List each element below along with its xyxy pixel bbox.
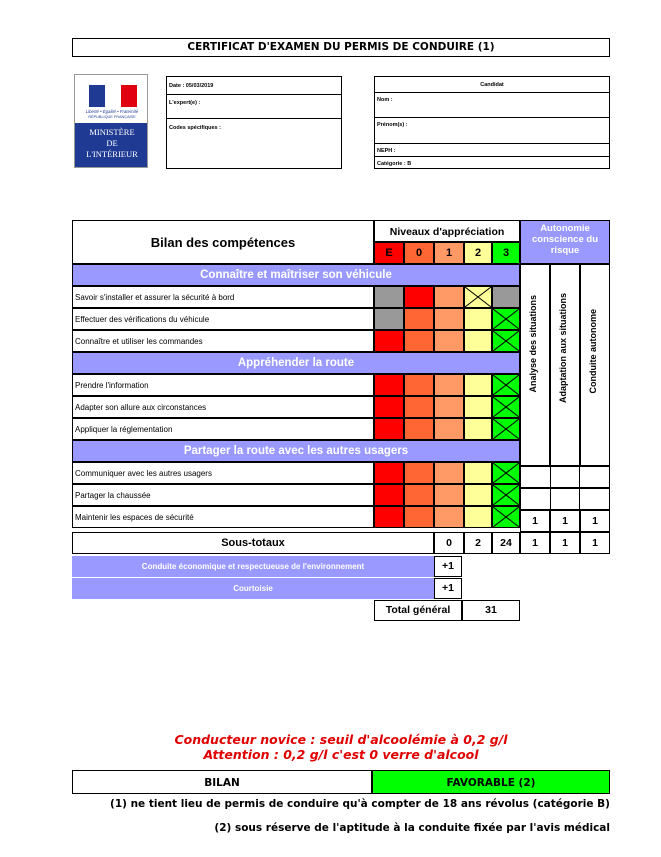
exam-expert: L'expert(e) : [169,100,201,106]
level-cell [464,308,492,330]
logo-motto: Liberté • Égalité • Fraternité [85,109,139,114]
marianne-flag-icon [89,85,137,107]
level-cell [374,462,404,484]
level-cell [492,418,520,440]
autonomie-col-conduite [580,264,610,466]
section-header: Connaître et maîtriser son véhicule [72,264,520,286]
level-cell [464,418,492,440]
sous-total-autonomie: 1 [580,532,610,554]
level-cell [374,484,404,506]
candidate-prenom: Prénom(s) : [377,122,408,128]
alcohol-notice-1: Conducteur novice : seuil d'alcoolémie à 0,2 g/l [174,732,508,747]
level-cell [404,462,434,484]
bilan-title: Bilan des compétences [72,220,374,264]
autonomie-value: 1 [520,510,550,532]
footnote-2: (2) sous réserve de l'aptitude à la conduite fixée par l'avis médical [214,822,610,834]
sous-total-3: 24 [492,532,520,554]
autonomie-col-label: Analyse des situations [528,295,538,393]
autonomie-value: 1 [550,510,580,532]
competence-row-label: Adapter son allure aux circonstances [72,396,374,418]
autonomie-col-label: Conduite autonome [588,309,598,394]
total-label: Total général [374,600,462,621]
exam-codes: Codes spécifiques : [169,125,221,131]
autonomie-col-analyse [520,264,550,466]
level-cell [464,462,492,484]
bilan-result: FAVORABLE (2) [446,777,536,789]
check-mark-icon [493,375,519,395]
candidate-header: Candidat [480,82,504,88]
level-cell [434,506,464,528]
level-cell [492,308,520,330]
level-cell [404,374,434,396]
level-cell [434,374,464,396]
level-header-0: 0 [404,242,434,264]
autonomie-value: 1 [580,510,610,532]
footnote-1: (1) ne tient lieu de permis de conduire qu'à compter de 18 ans révolus (catégorie B) [110,798,610,810]
level-cell [434,308,464,330]
autonomie-divider [550,466,580,510]
candidate-neph: NEPH : [377,148,396,154]
niveaux-title: Niveaux d'appréciation [374,220,520,242]
check-mark-icon [493,397,519,417]
competence-row-label: Partager la chaussée [72,484,374,506]
level-cell [404,396,434,418]
bilan-label-cell [72,770,372,794]
level-cell [492,330,520,352]
level-cell [464,484,492,506]
courtoisie-value: +1 [434,578,462,599]
autonomie-col-label: Adaptation aux situations [558,293,568,404]
bilan-result-cell [372,770,610,794]
level-cell [404,418,434,440]
candidate-nom: Nom : [377,97,393,103]
level-cell [404,506,434,528]
competence-row-label: Connaître et utiliser les commandes [72,330,374,352]
level-header-2: 2 [464,242,492,264]
level-cell [374,308,404,330]
competence-grid [72,220,610,620]
check-mark-icon [493,507,519,527]
level-header-1: 1 [434,242,464,264]
level-cell [374,286,404,308]
level-cell [492,396,520,418]
level-cell [434,484,464,506]
competence-row-label: Prendre l'information [72,374,374,396]
level-cell [492,286,520,308]
level-cell [434,418,464,440]
section-header: Partager la route avec les autres usagers [72,440,520,462]
level-cell [492,506,520,528]
competence-row-label: Savoir s'installer et assurer la sécurité à bord [72,286,374,308]
level-cell [492,374,520,396]
candidate-categorie: Catégorie : B [377,161,412,167]
section-header: Appréhender la route [72,352,520,374]
eco-label: Conduite économique et respectueuse de l'environnement [72,556,434,577]
level-header-E: E [374,242,404,264]
eco-value: +1 [434,556,462,577]
level-cell [464,506,492,528]
candidate-box [374,76,610,169]
competence-row-label: Appliquer la réglementation [72,418,374,440]
sous-total-autonomie: 1 [520,532,550,554]
alcohol-notice-2: Attention : 0,2 g/l c'est 0 verre d'alcool [203,747,479,762]
check-mark-icon [493,463,519,483]
level-cell [374,506,404,528]
level-cell [404,330,434,352]
level-cell [404,286,434,308]
autonomie-title: Autonomie conscience du risque [520,220,610,264]
level-cell [434,396,464,418]
level-cell [492,462,520,484]
exam-info-box [166,76,342,169]
total-value: 31 [462,600,520,621]
autonomie-col-adaptation [550,264,580,466]
competence-row-label: Communiquer avec les autres usagers [72,462,374,484]
level-cell [434,462,464,484]
competence-row-label: Effectuer des vérifications du véhicule [72,308,374,330]
exam-date: Date : 05/03/2019 [169,83,214,89]
ministry-logo [74,74,148,168]
bilan-label: BILAN [204,777,240,789]
certificate-title: CERTIFICAT D'EXAMEN DU PERMIS DE CONDUIRE (1) [72,38,610,57]
check-mark-icon [493,419,519,439]
level-cell [374,418,404,440]
logo-ministry: MINISTÈRE DE L'INTÉRIEUR [75,123,148,168]
check-mark-icon [493,309,519,329]
check-mark-icon [465,287,491,307]
competence-row-label: Maintenir les espaces de sécurité [72,506,374,528]
sous-total-autonomie: 1 [550,532,580,554]
level-cell [374,374,404,396]
check-mark-icon [493,485,519,505]
sous-totaux-label: Sous-totaux [72,532,434,554]
level-header-3: 3 [492,242,520,264]
sous-total-1: 0 [434,532,464,554]
level-cell [434,286,464,308]
level-cell [464,330,492,352]
courtoisie-label: Courtoisie [72,578,434,599]
level-cell [464,396,492,418]
logo-republic: RÉPUBLIQUE FRANÇAISE [88,115,136,119]
level-cell [374,396,404,418]
level-cell [404,308,434,330]
check-mark-icon [493,331,519,351]
sous-total-2: 2 [464,532,492,554]
level-cell [464,374,492,396]
level-cell [492,484,520,506]
level-cell [404,484,434,506]
level-cell [464,286,492,308]
level-cell [434,330,464,352]
level-cell [374,330,404,352]
